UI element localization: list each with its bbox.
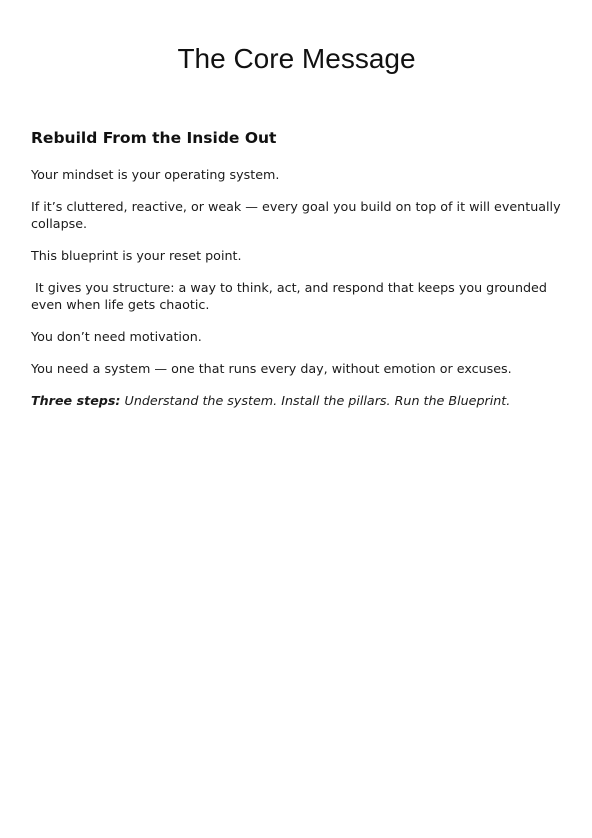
paragraph-cluttered: If it’s cluttered, reactive, or weak — every goal you build on top of it will eventually collapse.: [31, 199, 561, 231]
paragraph-system: You need a system — one that runs every day, without emotion or excuses.: [31, 361, 512, 376]
three-steps-label: Three steps:: [31, 393, 121, 408]
paragraph-motivation: You don’t need motivation.: [31, 329, 202, 344]
paragraph-mindset: Your mindset is your operating system.: [31, 167, 280, 182]
paragraph-three-steps: [31, 392, 562, 409]
paragraph-structure: It gives you structure: a way to think, act, and respond that keeps you grounded even when life gets chaotic.: [31, 280, 551, 312]
paragraph-reset-point: This blueprint is your reset point.: [31, 248, 242, 263]
page-title: The Core Message: [177, 43, 416, 74]
section-heading: Rebuild From the Inside Out: [31, 129, 277, 147]
three-steps-text: Understand the system. Install the pillars. Run the Blueprint.: [120, 393, 511, 408]
